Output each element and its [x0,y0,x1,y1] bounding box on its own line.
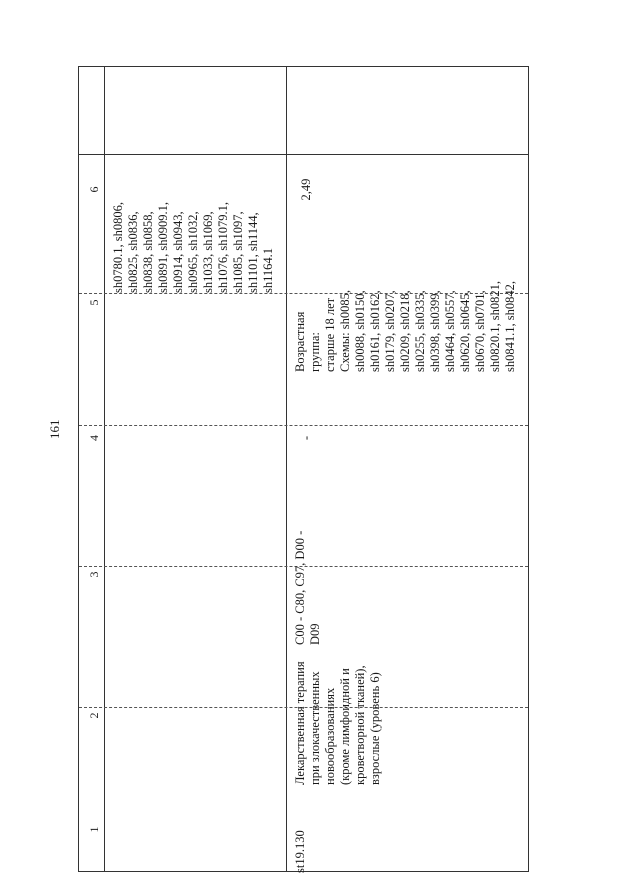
header-col-6: 6 [87,186,101,193]
tariff-table [78,66,529,872]
ksg-name: Лекарственная терапия при злокачественных новообразованиях (кроме лимфоидной и кроветворной тканей), взрослые (уровень 6) [293,661,382,785]
header-col-1: 1 [87,826,101,833]
icd-codes: C00 - C80, C97, D00 - D09 [293,530,322,645]
header-divider [104,67,105,871]
header-col-2: 2 [87,712,101,719]
age-group-schemes: Возрастная группа: старше 18 лет Схемы: sh0085, sh0088, sh0150, sh0161, sh0162, sh0179, sh0207, sh0209, sh0218, sh0255, sh0335, sh0398, sh0399, sh0464, sh0557, sh0620, sh0645, sh0670, sh0701, sh0820.1, sh0821, sh0841.1, sh0842, [293,281,517,372]
row-divider [286,67,287,871]
header-col-3: 3 [87,571,101,578]
header-col-5: 5 [87,299,101,306]
ksg-code: st19.130 [293,830,307,873]
schemes-continued-cell: sh0780.1, sh0806, sh0825, sh0836, sh0838, sh0858, sh0891, sh0909.1, sh0914, sh0943, sh0965, sh1032, sh1033, sh1069, sh1076, sh1079.1, sh1085, sh1097, sh1101, sh1144, sh1164.1 [111,202,275,293]
col4-dash: - [299,435,313,441]
coefficient-value: 2,49 [299,178,313,201]
header-col-4: 4 [87,435,101,441]
page-number: 161 [47,419,62,439]
